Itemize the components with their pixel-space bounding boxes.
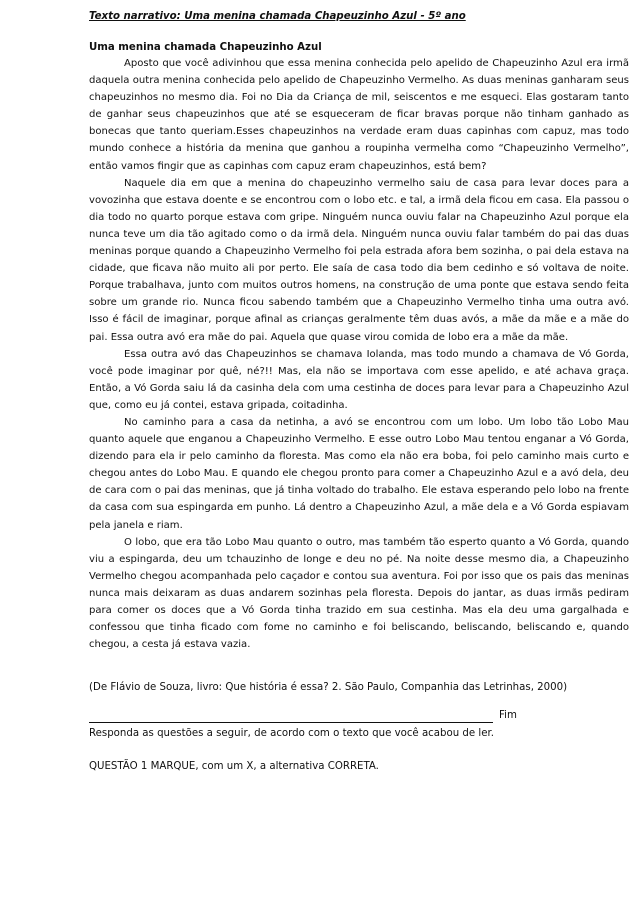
source-citation: (De Flávio de Souza, livro: Que história é essa? 2. São Paulo, Companhia das Letrinhas, 2000) — [89, 682, 568, 694]
story-paragraph-4: No caminho para a casa da netinha, a avó se encontrou com um lobo. Um lobo tão Lobo Mau quanto aquele que enganou a Chapeuzinho Vermelho. E esse outro Lobo Mau tentou enganar a Vó Gorda, dizendo para ela ir pelo caminho da floresta. Mas como ela não era boba, foi pelo caminho mais curto e chegou antes do Lobo Mau. E quando ele chegou pronto para comer a Chapeuzinho Azul e a avó dela, deu de cara com o pai das meninas, que já tinha voltado do trabalho. Ele estava esperando pelo lobo na frente da casa com sua espingarda em punho. Lá dentro a Chapeuzinho Azul, a mãe dela e a Vó Gorda espiavam pela janela e riam. — [89, 416, 629, 531]
story-body — [89, 55, 629, 653]
story-paragraph-5: O lobo, que era tão Lobo Mau quanto o outro, mas também tão esperto quanto a Vó Gorda, quando viu a espingarda, deu um tchauzinho de longe e deu no pé. Na noite desse mesmo dia, a Chapeuzinho Vermelho chegou acompanhada pelo caçador e contou sua aventura. Foi por isso que os pais das meninas nunca mais deixaram as duas andarem sozinhas pela floresta. Depois do jantar, as duas irmãs pediram para comer os doces que a Vó Gorda tinha trazido em sua cestinha. Mas ela deu uma gargalhada e confessou que tinha ficado com fome no caminho e foi beliscando, beliscando, beliscando e, quando chegou, a cesta já estava vazia. — [89, 536, 629, 651]
question-1-prompt: QUESTÃO 1 MARQUE, com um X, a alternativa CORRETA. — [89, 761, 379, 773]
end-marker: Fim — [499, 710, 517, 722]
worksheet-heading: Texto narrativo: Uma menina chamada Chapeuzinho Azul - 5º ano — [89, 11, 466, 22]
story-paragraph-3: Essa outra avó das Chapeuzinhos se chamava Iolanda, mas todo mundo a chamava de Vó Gorda, você pode imaginar por quê, né?!! Mas, ela não se importava com esse apelido, e até achava graça. Então, a Vó Gorda saiu lá da casinha dela com uma cestinha de doces para levar para a Chapeuzinho Azul que, como eu já contei, estava gripada, coitadinha. — [89, 348, 629, 411]
divider-line — [89, 711, 493, 723]
story-paragraph-1: Aposto que você adivinhou que essa menina conhecida pelo apelido de Chapeuzinho Azul era irmã daquela outra menina conhecida pelo apelido de Chapeuzinho Vermelho. As duas meninas ganharam seus chapeuzinhos no mesmo dia. Foi no Dia da Criança de mil, seiscentos e me esqueci. Elas gostaram tanto de ganhar seus chapeuzinhos que até se esqueceram de ficar bravas porque não tinham ganhado as bonecas que tanto queriam.Esses chapeuzinhos na verdade eram duas capinhas com capuz, mas todo mundo conhece a história da menina que ganhou a roupinha vermelha como “Chapeuzinho Vermelho”, então vamos fingir que as capinhas com capuz eram chapeuzinhos, está bem? — [89, 58, 629, 172]
end-divider — [89, 709, 629, 723]
story-title: Uma menina chamada Chapeuzinho Azul — [89, 42, 322, 53]
instructions-text: Responda as questões a seguir, de acordo com o texto que você acabou de ler. — [89, 728, 494, 740]
story-paragraph-2: Naquele dia em que a menina do chapeuzinho vermelho saiu de casa para levar doces para a vovozinha que estava doente e se encontrou com o lobo etc. e tal, a irmã dela ficou em casa. Ela passou o dia todo no quarto porque estava com gripe. Ninguém nunca ouviu falar na Chapeuzinho Azul porque ela nunca teve um dia tão agitado como o da irmã dela. Ninguém nunca ouviu falar também do pai das duas meninas porque quando a Chapeuzinho Vermelho foi pela estrada afora bem sozinha, o pai dela estava na cidade, que ficava não muito ali por perto. Ele saía de casa todo dia bem cedinho e só voltava de noite. Porque trabalhava, junto com muitos outros homens, na construção de uma ponte que estava sendo feita sobre um grande rio. Nunca ficou sabendo também que a Chapeuzinho Vermelho tinha uma outra avó. Isso é fácil de imaginar, porque afinal as crianças geralmente têm duas avós, a mãe da mãe e a mãe do pai. Essa outra avó era mãe do pai. Aquela que quase virou comida de lobo era a mãe da mãe. — [89, 177, 629, 343]
worksheet-page — [89, 10, 629, 774]
